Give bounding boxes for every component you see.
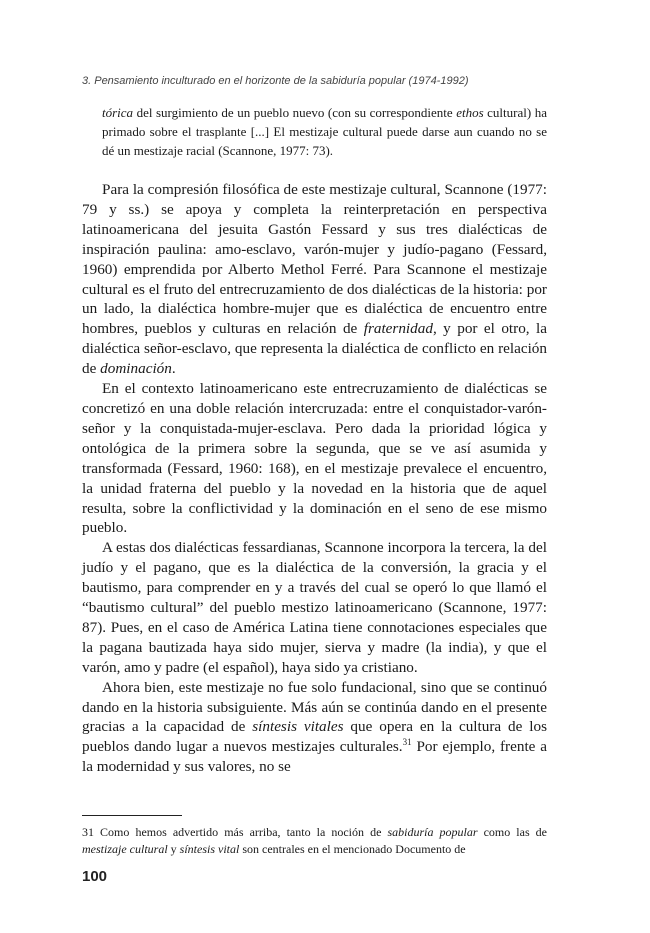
fn-italic-3: síntesis vital — [179, 842, 240, 856]
p1-text-5: . — [171, 360, 176, 378]
block-quote — [102, 103, 547, 160]
p4-text-1: Ahora bien, este mestizaje no fue solo fundacional, sino que se continuó dando en la historia subsiguiente. Más aún se continúa dando en el presente gracias a la capacidad de — [82, 678, 547, 736]
quote-italic-3: ethos — [456, 105, 484, 120]
body-text — [82, 180, 547, 777]
paragraph-4 — [82, 678, 547, 778]
p1-text-1: Para la compresión filosófica de este mestizaje cultural, Scannone (1977: 79 y ss.) se apoya y completa la reinterpretación en perspectiva latinoamericana del jesuita Gastón Fessard y sus tres dialécticas de inspiración paulina: amo-esclavo, varón-mujer y judío-pagano (Fessard, 1960) emprendida por Alberto Methol Ferré. Para Scannone el mestizaje cultural es el fruto del entrecruzamiento de dos dialécticas de la historia: por un lado, la dialéctica hombre-mujer que es dialéctica de encuentro entre hombres, pueblos y culturas en relación de — [82, 181, 547, 338]
footnote-rule — [82, 815, 182, 816]
footnote-31 — [82, 824, 547, 858]
fn-italic-1: sabiduría popular — [387, 825, 478, 839]
p4-text-4: Por ejemplo, frente a la modernidad y sus valores, no se — [82, 738, 547, 776]
p4-text-3: que opera en la cultura de los pueblos dando lugar a nuevos mestizajes culturales. — [82, 718, 547, 756]
running-header: 3. Pensamiento inculturado en el horizonte de la sabiduría popular (1974-1992) — [82, 75, 469, 87]
footnote-ref-31[interactable]: 31 — [402, 737, 412, 748]
fn-text-1: 31 Como hemos advertido más arriba, tanto la noción de — [82, 825, 388, 839]
quote-text-4: cultural) ha primado sobre el trasplante [...] El mestizaje cultural puede darse aun cuando no se dé un mestizaje racial (Scannone, 1977: 73). — [102, 105, 547, 158]
p1-italic-dominacion: dominación — [100, 360, 172, 378]
p1-text-3: , y por el otro, la dialéctica señor-esclavo, que representa la dialéctica de conflicto en relación de — [82, 320, 547, 378]
fn-italic-2: mestizaje cultural — [82, 842, 168, 856]
fn-text-4: son centrales en el mencionado Documento de — [239, 842, 466, 856]
paragraph-3: A estas dos dialécticas fessardianas, Scannone incorpora la tercera, la del judío y el pagano, que es la dialéctica de la conversión, la gracia y el bautismo, para comprender en y a través del cual se operó lo que llamó el “bautismo cultural” del pueblo mestizo latinoamericano (Scannone, 1977: 87). Pues, en el caso de América Latina tiene connotaciones especiales que la pagana bautizada haya sido mujer, sierva y madre (la india), y que el varón, amo y padre (el español), haya sido ya cristiano. — [82, 539, 547, 676]
fn-text-3: y — [167, 842, 180, 856]
page-number: 100 — [82, 868, 108, 885]
paragraph-1 — [82, 180, 547, 379]
fn-text-2: como las de — [477, 825, 548, 839]
paragraph-2: En el contexto latinoamericano este entrecruzamiento de dialécticas se concretizó en una doble relación intercruzada: entre el conquistador-varón-señor y la conquistada-mujer-esclava. Pero dada la prioridad lógica y ontológica de la primera sobre la segunda, que se ve así asumida y transformada (Fessard, 1960: 168), en el mestizaje prevalece el encuentro, la unidad fraterna del pueblo y la novedad en la historia que de aquel resulta, sobre la conflictividad y la dominación en el seno de ese mismo pueblo. — [82, 380, 547, 537]
quote-text-2: del surgimiento de un pueblo nuevo (con su correspondiente — [133, 105, 457, 120]
p4-italic-sintesis: síntesis vitales — [252, 718, 344, 736]
p1-italic-fraternidad: fraternidad — [363, 320, 433, 338]
quote-italic-1: tórica — [102, 105, 134, 120]
